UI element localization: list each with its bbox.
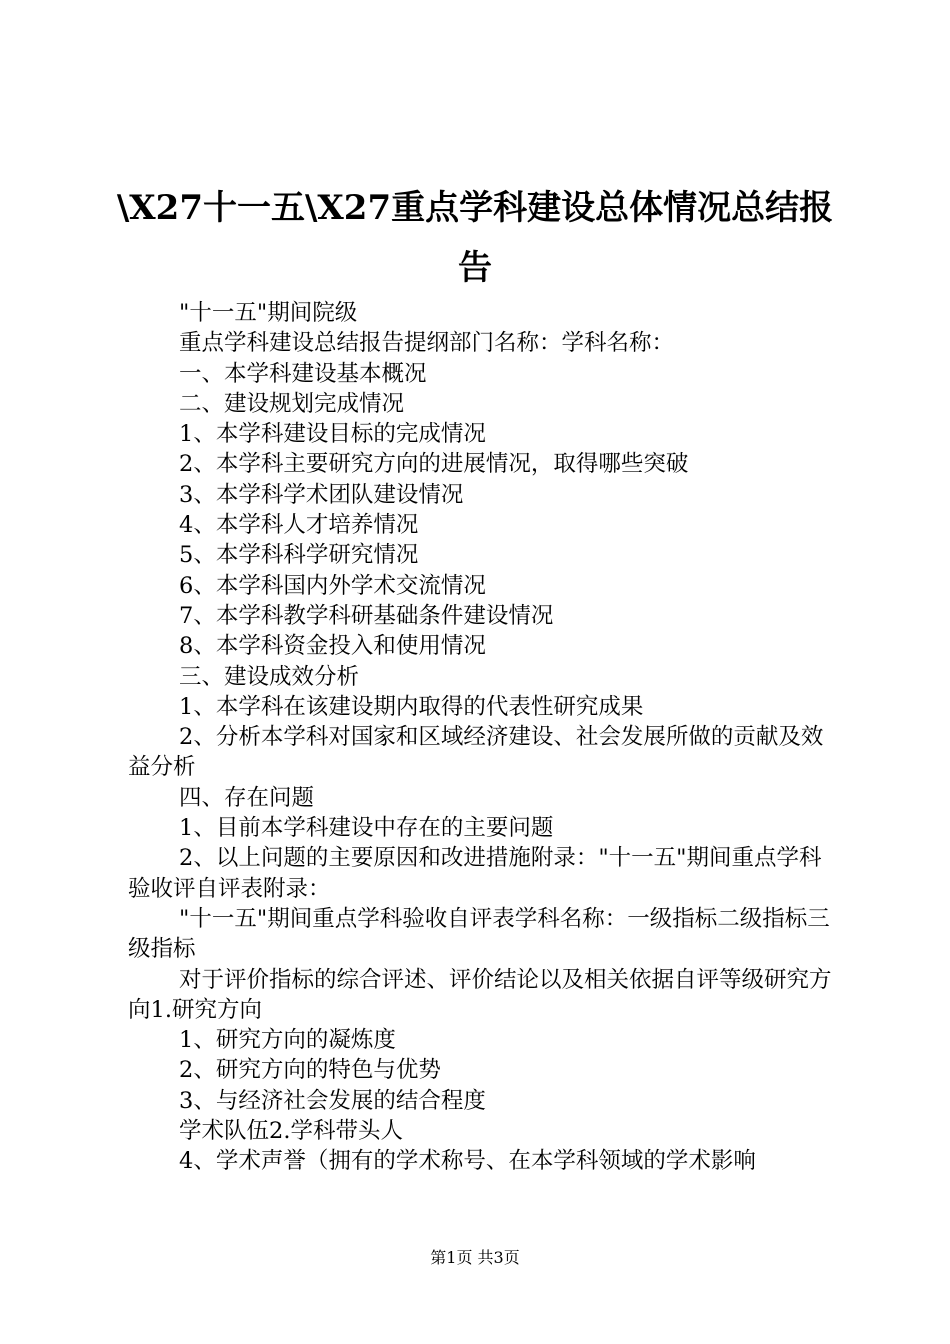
- paragraph: 8、本学科资金投入和使用情况: [179, 633, 486, 660]
- paragraph: 3、本学科学术团队建设情况: [179, 481, 464, 508]
- paragraph: 7、本学科教学科研基础条件建设情况: [179, 602, 554, 629]
- paragraph: 5、本学科科学研究情况: [179, 542, 419, 569]
- paragraph: "十一五"期间院级: [179, 300, 358, 326]
- paragraph: 二、建设规划完成情况: [179, 390, 405, 417]
- document-body: [128, 298, 832, 1177]
- document-title: \X27十一五\X27重点学科建设总体情况总结报告: [116, 188, 834, 288]
- paragraph: 1、目前本学科建设中存在的主要问题: [179, 815, 554, 842]
- paragraph: "十一五"期间重点学科验收自评表学科名称：一级指标二级指标三级指标: [128, 905, 830, 963]
- paragraph: 4、学术声誉（拥有的学术称号、在本学科领域的学术影响: [179, 1148, 756, 1175]
- paragraph: 1、本学科在该建设期内取得的代表性研究成果: [179, 693, 644, 720]
- paragraph: 三、建设成效分析: [179, 663, 360, 690]
- paragraph: 3、与经济社会发展的结合程度: [179, 1087, 486, 1114]
- paragraph: 1、研究方向的凝炼度: [179, 1027, 396, 1054]
- page-footer: 第1页 共3页: [430, 1248, 520, 1267]
- paragraph: 一、本学科建设基本概况: [179, 360, 427, 387]
- paragraph: 2、研究方向的特色与优势: [179, 1057, 441, 1084]
- paragraph: 学术队伍2.学科带头人: [179, 1118, 403, 1145]
- paragraph: 重点学科建设总结报告提纲部门名称：学科名称：: [179, 330, 675, 357]
- paragraph: 1、本学科建设目标的完成情况: [179, 421, 486, 448]
- paragraph: 对于评价指标的综合评述、评价结论以及相关依据自评等级研究方向1.研究方向: [128, 966, 832, 1023]
- paragraph: 4、本学科人才培养情况: [179, 512, 419, 539]
- paragraph: 2、本学科主要研究方向的进展情况，取得哪些突破: [179, 451, 689, 478]
- paragraph: 2、以上问题的主要原因和改进措施附录："十一五"期间重点学科验收评自评表附录：: [128, 845, 822, 902]
- paragraph: 2、分析本学科对国家和区域经济建设、社会发展所做的贡献及效益分析: [128, 724, 824, 781]
- paragraph: 四、存在问题: [179, 784, 315, 811]
- paragraph: 6、本学科国内外学术交流情况: [179, 572, 486, 599]
